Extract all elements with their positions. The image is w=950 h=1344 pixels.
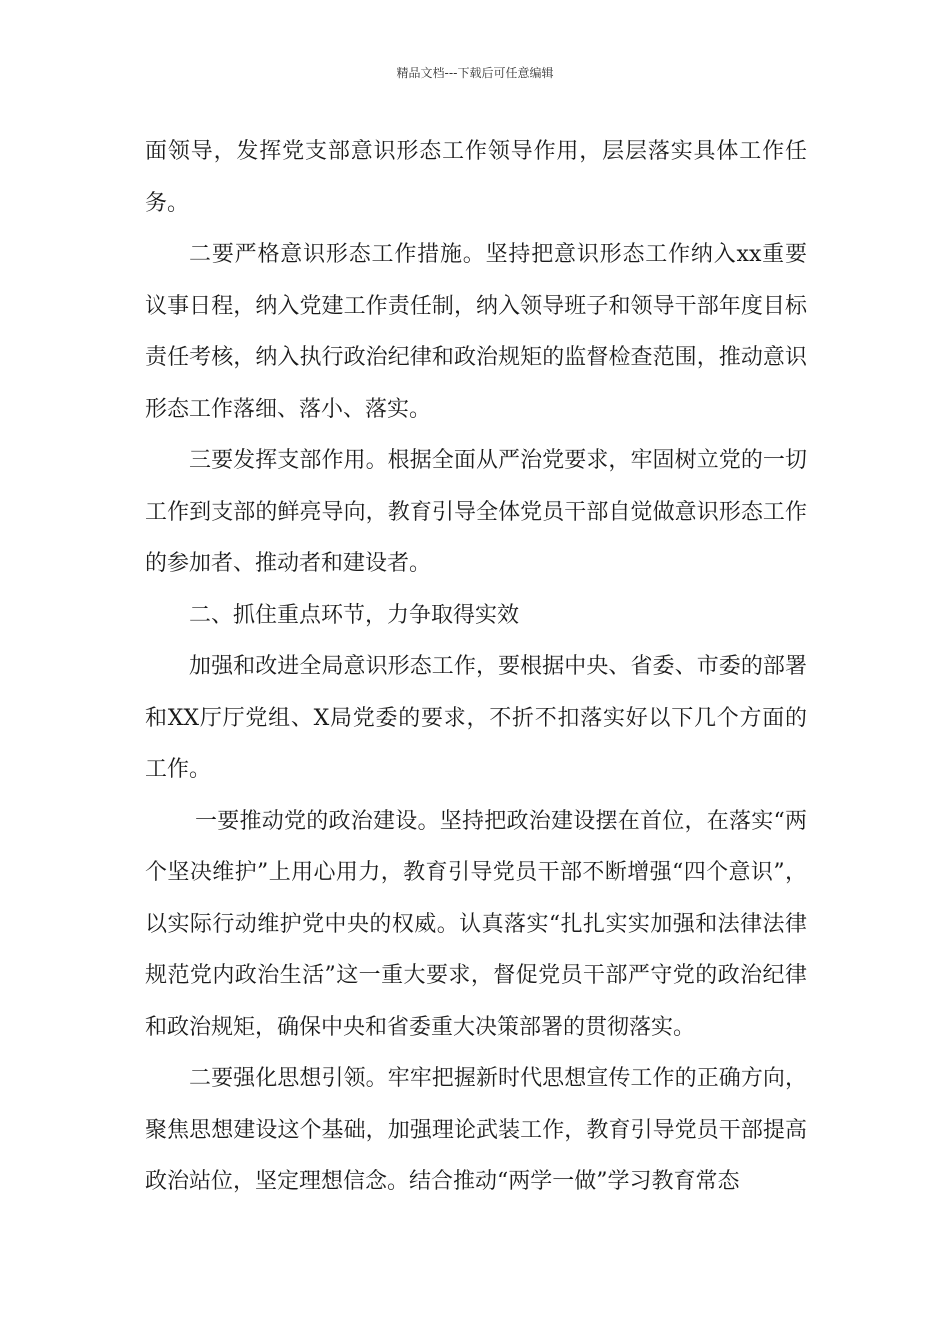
page-header: 精品文档---下载后可任意编辑	[396, 66, 554, 80]
paragraph-5: 一要推动党的政治建设。坚持把政治建设摆在首位，在落实“两个坚决维护”上用心用力，教育引导党员干部不断增强“四个意识”，以实际行动维护党中央的权威。认真落实“扎扎实实加强和法律法律规范党内政治生活”这一重大要求，督促党员干部严守党的政治纪律和政治规矩，确保中央和省委重大决策部署的贯彻落实。	[145, 808, 807, 1040]
paragraph-3: 三要发挥支部作用。根据全面从严治党要求，牢固树立党的一切工作到支部的鲜亮导向，教育引导全体党员干部自觉做意识形态工作的参加者、推动者和建设者。	[145, 448, 807, 576]
section-heading: 二、抓住重点环节，力争取得实效	[189, 602, 520, 628]
paragraph-2: 二要严格意识形态工作措施。坚持把意识形态工作纳入xx重要议事日程，纳入党建工作责任制，纳入领导班子和领导干部年度目标责任考核，纳入执行政治纪律和政治规矩的监督检查范围，推动意识形态工作落细、落小、落实。	[145, 242, 807, 422]
paragraph-6: 二要强化思想引领。牢牢把握新时代思想宣传工作的正确方向，聚焦思想建设这个基础，加强理论武装工作，教育引导党员干部提高政治站位，坚定理想信念。结合推动“两学一做”学习教育常态	[145, 1066, 807, 1194]
document-body	[145, 126, 807, 1208]
paragraph-1: 面领导，发挥党支部意识形态工作领导作用，层层落实具体工作任务。	[145, 139, 807, 216]
paragraph-4: 加强和改进全局意识形态工作，要根据中央、省委、市委的部署和XX厅厅党组、X局党委的要求，不折不扣落实好以下几个方面的工作。	[145, 654, 807, 782]
